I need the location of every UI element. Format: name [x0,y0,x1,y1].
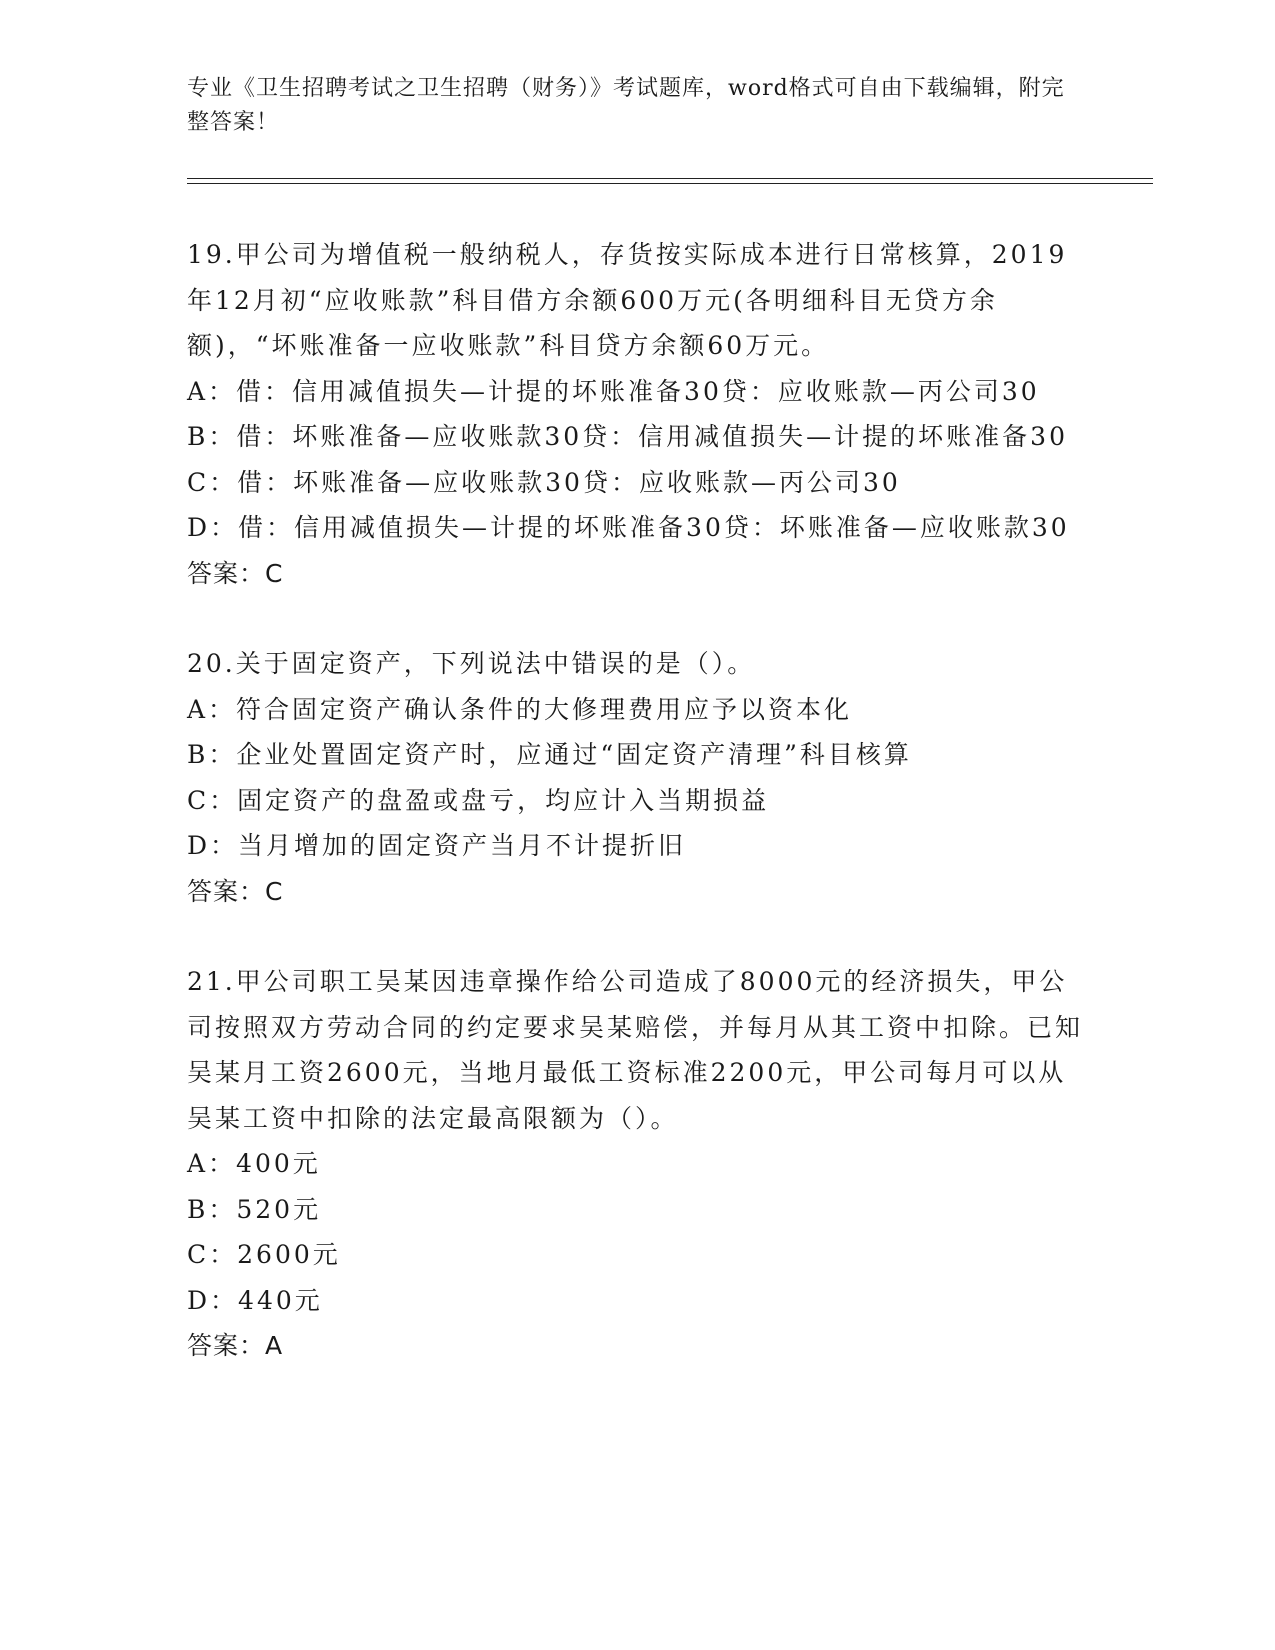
answer: 答案：C [187,558,284,588]
answer: 答案：C [187,876,284,906]
option-d: D：440元 [187,1285,323,1315]
option-a: A：符合固定资产确认条件的大修理费用应予以资本化 [187,694,853,724]
question-text: 19.甲公司为增值税一般纳税人，存货按实际成本进行日常核算，2019年12月初“应收账款”科目借方余额600万元(各明细科目无贷方余额)，“坏账准备一应收账款”科目贷方余额60万元。 [187,240,1068,360]
question-text: 20.关于固定资产，下列说法中错误的是（）。 [187,649,756,678]
question-19 [187,232,1087,596]
question-list [187,232,1087,1414]
answer: 答案：A [187,1331,284,1360]
option-b: B：520元 [187,1194,322,1224]
header-divider-top [187,178,1153,179]
option-b: B：借：坏账准备—应收账款30贷：信用减值损失—计提的坏账准备30 [187,422,1068,451]
question-text: 21.甲公司职工吴某因违章操作给公司造成了8000元的经济损失，甲公司按照双方劳动合同的约定要求吴某赔偿，并每月从其工资中扣除。已知吴某月工资2600元，当地月最低工资标准2200元，甲公司每月可以从吴某工资中扣除的法定最高限额为（）。 [187,967,1084,1133]
header-divider-bottom [187,183,1153,184]
option-a: A：借：信用减值损失—计提的坏账准备30贷：应收账款—丙公司30 [187,376,1040,406]
option-d: D：借：信用减值损失—计提的坏账准备30贷：坏账准备—应收账款30 [187,513,1070,542]
option-d: D：当月增加的固定资产当月不计提折旧 [187,831,687,860]
question-20 [187,641,1087,914]
option-b: B：企业处置固定资产时，应通过“固定资产清理”科目核算 [187,740,912,769]
option-a: A：400元 [187,1149,321,1178]
option-c: C：借：坏账准备—应收账款30贷：应收账款—丙公司30 [187,467,901,497]
question-21 [187,959,1087,1369]
option-c: C：固定资产的盘盈或盘亏，均应计入当期损益 [187,785,770,815]
option-c: C：2600元 [187,1240,341,1269]
document-header: 专业《卫生招聘考试之卫生招聘（财务）》考试题库，word格式可自由下载编辑，附完整答案！ [187,76,1065,135]
